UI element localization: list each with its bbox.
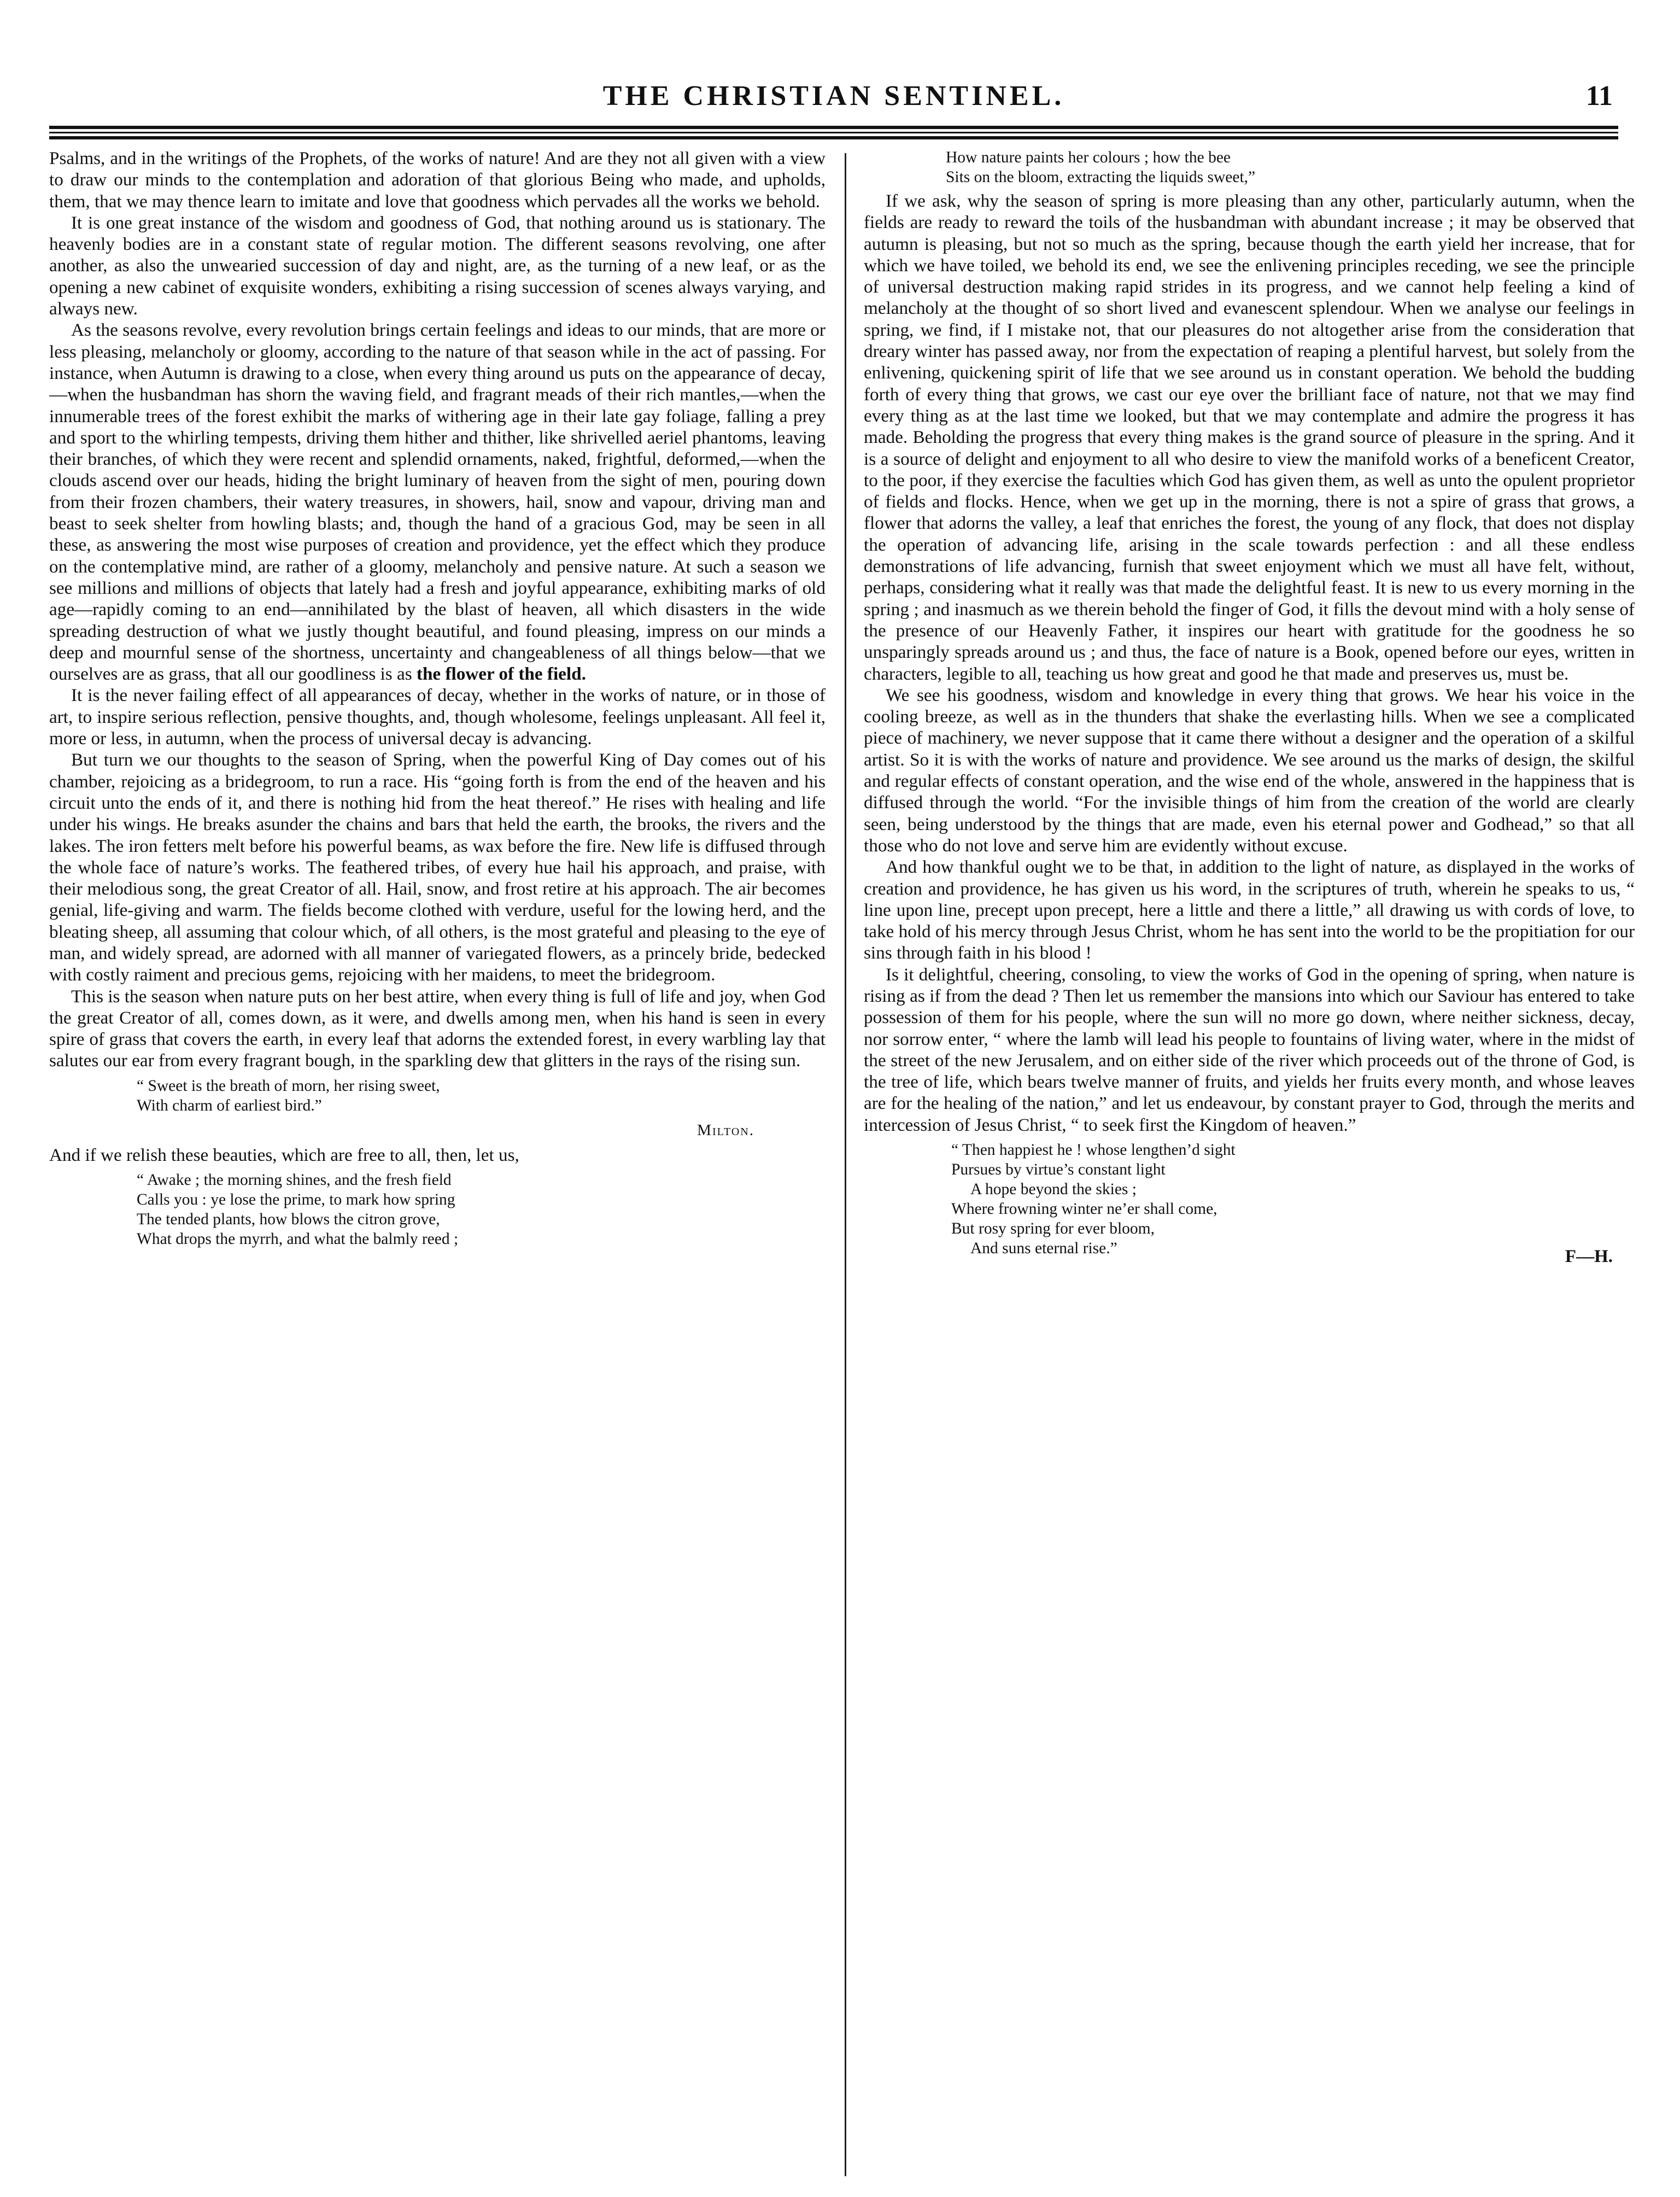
verse-line: How nature paints her colours ; how the bee bbox=[946, 149, 1231, 166]
paragraph: It is one great instance of the wisdom and goodness of God, that nothing around us is stationary. The heavenly bodies are in a constant state of regular motion. The different seasons revolving, one after another, as also the unwearied succession of day and night, are, as the turning of a new leaf, or as the opening a new cabinet of exquisite wonders, exhibiting a rising succession of scenes always varying, and always new. bbox=[49, 212, 826, 319]
verse-line: With charm of earliest bird.” bbox=[137, 1096, 322, 1114]
paragraph: And if we relish these beauties, which are free to all, then, let us, bbox=[49, 1145, 519, 1166]
paragraph: Psalms, and in the writings of the Prophets, of the works of nature! And are they not all given with a view to draw our minds to the contemplation and adoration of that glorious Being who made, and upholds, them, that we may thence learn to imitate and love that goodness which pervades all the works we behold. bbox=[49, 148, 826, 212]
paragraph: We see his goodness, wisdom and knowledge in every thing that grows. We hear his voice in the cooling breeze, as well as in the thunders that shake the everlasting hills. When we see a complicated piece of machinery, we never suppose that it came there without a designer and the operation of a skilful artist. So it is with the works of nature and providence. We see around us the marks of design, the skilful and regular effects of constant operation, and the wise end of the whole, answered in the happiness that is diffused through the world. “For the invisible things of him from the creation of the world are clearly seen, being understood by the things that are made, even his eternal power and Godhead,” so that all those who do not love and serve him are evidently without excuse. bbox=[864, 685, 1635, 856]
verse-line: “ Then happiest he ! whose lengthen’d sight bbox=[951, 1141, 1236, 1159]
emphasis-text: the flower of the field. bbox=[416, 664, 586, 685]
verse-quote bbox=[951, 1140, 1635, 1258]
paragraph: If we ask, why the season of spring is more pleasing than any other, particularly autumn, when the fields are ready to reward the toils of the husbandman with abundant increase ; it may be observed that autumn is pleasing, but not so much as the spring, because though the earth yield her increase, that for which we have toiled, we behold its end, we see the enlivening principles receding, we see the principle of universal destruction making rapid strides in its progress, and we cannot help feeling a kind of melancholy at the thought of so short lived and evanescent splendour. When we analyse our feelings in spring, we find, if I mistake not, that our pleasures do not altogether arise from the consideration that dreary winter has passed away, nor from the expectation of reaping a plentiful harvest, but solely from the enlivening, quickening spirit of life that we see around us in constant operation. We behold the budding forth of every thing that grows, we cast our eye over the brilliant face of nature, not that we may find every thing as at the last time we looked, but that we may contemplate and admire the progress it has made. Beholding the progress that every thing makes is the grand source of pleasure in the spring. And it is a source of delight and enjoyment to all who desire to view the manifold works of a beneficent Creator, to the poor, if they exercise the faculties which God has given them, as well as unto the opulent proprietor of fields and flocks. Hence, when we get up in the morning, there is not a spire of grass that grows, a flower that adorns the valley, a leaf that enriches the forest, the young of any flock, that does not display the operation of advancing life, arising in the scale towards perfection : and all these endless demonstrations of life advancing, furnish that sweet enjoyment which we must all have felt, without, perhaps, considering what it really was that made the delightful feast. It is new to us every morning in the spring ; and inasmuch as we therein behold the finger of God, it fills the devout mind with a holy sense of the presence of our Heavenly Father, it inspires our heart with gratitude for the goodness he so unsparingly spreads around us ; and thus, the face of nature is a Book, opened before our eyes, written in characters, legible to all, teaching us how great and good he that made and preserves us, must be. bbox=[864, 191, 1635, 684]
verse-quote bbox=[137, 1076, 826, 1115]
paragraph: This is the season when nature puts on her best attire, when every thing is full of life and joy, when God the great Creator of all, comes down, as it were, and dwells among men, when his hand is seen in every spire of grass that covers the earth, in every leaf that adorns the extended forest, in every warbling lay that salutes our ear from every fragrant bough, in the sparkling dew that glitters in the rays of the rising sun. bbox=[49, 986, 826, 1071]
paragraph: Is it delightful, cheering, consoling, to view the works of God in the opening of spring, when nature is rising as if from the dead ? Then let us remember the mansions into which our Saviour has entered to take possession of them for his people, where the sun will no more go down, where neither sickness, decay, nor sorrow enter, “ where the lamb will lead his people to fountains of living water, where in the midst of the street of the new Jerusalem, and on either side of the river which proceeds out of the throne of God, is the tree of life, which bears twelve manner of fruits, and yields her fruits every month, and whose leaves are for the healing of the nation,” and let us endeavour, by constant prayer to God, through the merits and intercession of Jesus Christ, “ to seek first the Kingdom of heaven.” bbox=[864, 964, 1635, 1135]
verse-line: Where frowning winter ne’er shall come, bbox=[951, 1200, 1217, 1218]
page-number: 11 bbox=[1585, 80, 1613, 112]
column-divider bbox=[845, 153, 846, 2176]
verse-line: Sits on the bloom, extracting the liquids sweet,” bbox=[946, 168, 1256, 186]
right-column bbox=[864, 148, 1635, 2187]
verse-line: But rosy spring for ever bloom, bbox=[951, 1220, 1155, 1238]
verse-line: “ Awake ; the morning shines, and the fresh field bbox=[137, 1171, 452, 1189]
masthead-title: THE CHRISTIAN SENTINEL. bbox=[602, 80, 1065, 112]
header-rule bbox=[49, 126, 1618, 129]
verse-quote bbox=[946, 148, 1635, 187]
verse-line: What drops the myrrh, and what the balmly reed ; bbox=[137, 1230, 459, 1248]
verse-line: The tended plants, how blows the citron grove, bbox=[137, 1211, 440, 1229]
paragraph: But turn we our thoughts to the season of Spring, when the powerful King of Day comes out of his chamber, rejoicing as a bridegroom, to run a race. His “going forth is from the end of the heaven and his circuit unto the ends of it, and there is nothing hid from the heat thereof.” He rises with healing and life under his wings. He breaks asunder the chains and bars that held the earth, the brooks, the rivers and the lakes. The iron fetters melt before his powerful beams, as wax before the fire. New life is diffused through the whole face of nature’s works. The feathered tribes, of every hue hail his approach, and praise, with their melodious song, the great Creator of all. Hail, snow, and frost retire at his approach. The air becomes genial, life-giving and warm. The fields become clothed with verdure, useful for the lowing herd, and the bleating sheep, all assuming that colour which, of all others, is the most grateful and pleasing to the eye of man, and widely spread, are adorned with all manner of variegated flowers, as a princely bride, bedecked with costly raiment and precious gems, rejoicing with her maidens, to meet the bridegroom. bbox=[49, 750, 826, 985]
header-rule bbox=[49, 136, 1618, 139]
verse-line: A hope beyond the skies ; bbox=[970, 1181, 1137, 1199]
verse-line: “ Sweet is the breath of morn, her rising sweet, bbox=[137, 1077, 440, 1095]
quote-attribution: Milton. bbox=[697, 1121, 754, 1139]
verse-quote bbox=[137, 1170, 826, 1249]
verse-line: And suns eternal rise.” bbox=[970, 1240, 1117, 1258]
verse-line: Calls you : ye lose the prime, to mark how spring bbox=[137, 1191, 455, 1209]
page-header bbox=[49, 77, 1618, 142]
verse-line: Pursues by virtue’s constant light bbox=[951, 1161, 1166, 1179]
left-column bbox=[49, 148, 826, 2187]
paragraph: It is the never failing effect of all appearances of decay, whether in the works of nature, or in those of art, to inspire serious reflection, pensive thoughts, and, though wholesome, feelings unpleasant. All feel it, more or less, in autumn, when the process of universal decay is advancing. bbox=[49, 685, 826, 749]
author-signature: F—H. bbox=[1565, 1247, 1613, 1267]
paragraph: And how thankful ought we to be that, in addition to the light of nature, as displayed in the works of creation and providence, he has given us his word, in the scriptures of truth, wherein he speaks to us, “ line upon line, precept upon precept, here a little and there a little,” all drawing us with cords of love, to take hold of his mercy through Jesus Christ, whom he has sent into the world to be the propitiation for our sins through faith in his blood ! bbox=[864, 857, 1635, 963]
header-rule bbox=[49, 132, 1618, 133]
paragraph-text: As the seasons revolve, every revolution brings certain feelings and ideas to our minds, that are more or less pleasing, melancholy or gloomy, according to the nature of that season while in the act of passing. For instance, when Autumn is drawing to a close, when every thing around us puts on the appearance of decay,—when the husbandman has shorn the waving field, and fragrant meads of their rich mantles,—when the innumerable trees of the forest exhibit the marks of withering age in their late gay foliage, falling a prey and sport to the whirling tempests, driving them hither and thither, like shrivelled aeriel phantoms, leaving their branches, of which they were recent and splendid ornaments, naked, frightful, deformed,—when the clouds ascend over our heads, hiding the bright luminary of heaven from the sight of men, pouring down from their frozen chambers, their watery treasures, in showers, hail, snow and vapour, driving man and beast to seek shelter from howling blasts; and, though the hand of a gracious God, may be seen in all these, as answering the most wise purposes of creation and providence, yet the effect which they produce on the contemplative mind, are rather of a gloomy, melancholy and pensive nature. At such a season we see millions and millions of objects that lately had a fresh and joyful appearance, exhibiting marks of old age—rapidly coming to an end—annihilated by the blast of heaven, all which disasters in the wide spreading destruction of what we justly thought beautiful, and found pleasing, impress on our minds a deep and mournful sense of the shortness, uncertainty and changeableness of all things below—that we ourselves are as grass, that all our goodliness is as bbox=[49, 320, 826, 685]
paragraph bbox=[49, 319, 826, 685]
